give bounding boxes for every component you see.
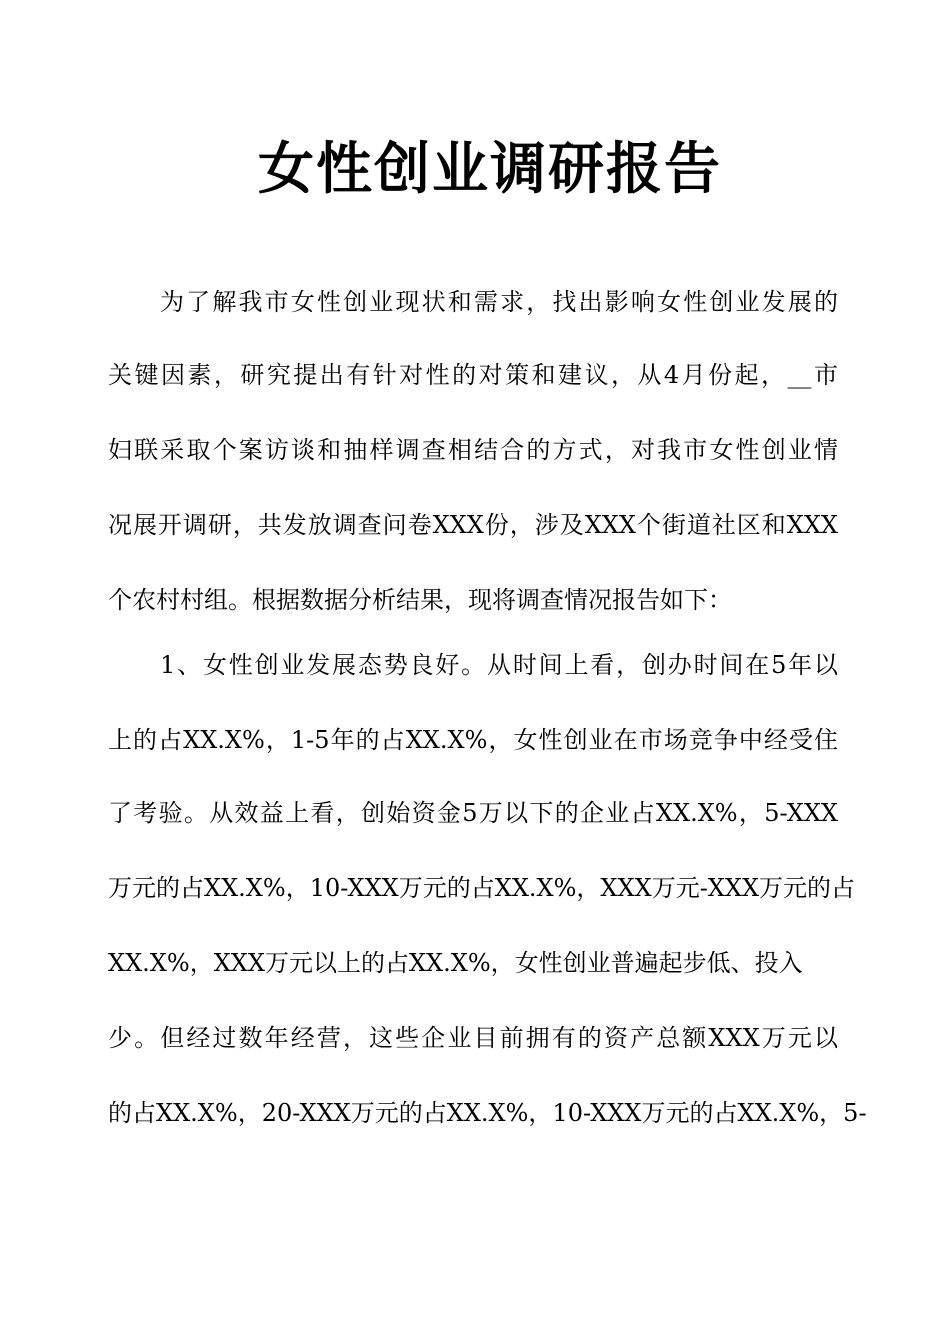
paragraph-line: 妇联采取个案访谈和抽样调查相结合的方式，对我市女性创业情	[108, 436, 838, 464]
paragraph-line: 况展开调研，共发放调查问卷XXX份，涉及XXX个街道社区和XXX	[108, 511, 838, 539]
paragraph-line: 万元的占XX.X%，10-XXX万元的占XX.X%，XXX万元-XXX万元的占	[108, 874, 856, 902]
paragraph-line: 的占XX.X%，20-XXX万元的占XX.X%，10-XXX万元的占XX.X%，5-	[108, 1099, 867, 1127]
paragraph-line: 关键因素，研究提出有针对性的对策和建议，从4月份起，__市	[108, 361, 838, 389]
paragraph-line: XX.X%，XXX万元以上的占XX.X%，女性创业普遍起步低、投入	[108, 949, 803, 977]
paragraph-line: 上的占XX.X%，1-5年的占XX.X%，女性创业在市场竞争中经受住	[108, 726, 838, 754]
paragraph-line: 为了解我市女性创业现状和需求，找出影响女性创业发展的	[160, 288, 838, 316]
paragraph-line: 少。但经过数年经营，这些企业目前拥有的资产总额XXX万元以	[108, 1024, 838, 1052]
paragraph-line: 个农村村组。根据数据分析结果，现将调查情况报告如下：	[108, 586, 732, 614]
document-title: 女性创业调研报告	[258, 137, 722, 202]
paragraph-line: 1、女性创业发展态势良好。从时间上看，创办时间在5年以	[160, 651, 838, 679]
paragraph-line: 了考验。从效益上看，创始资金5万以下的企业占XX.X%，5-XXX	[108, 799, 838, 827]
